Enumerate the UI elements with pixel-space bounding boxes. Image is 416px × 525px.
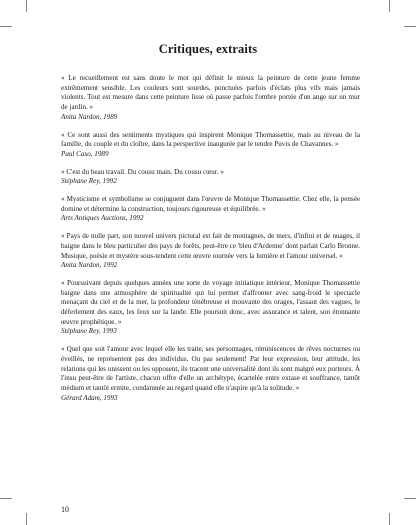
quote-entry [61,74,360,123]
page-title: Critiques, extraits [158,42,258,56]
quote-attribution: Stéphane Rey, 1993 [61,327,117,336]
quote-text: « Ce sont aussi des sentiments mystiques qui inspirent Monique Thomassettie, mais au niveau de la famille, du couple et du cloître, dans la perspective inaugurée par le tendre Puvis de Chavannes. » [61,130,360,149]
crop-mark [389,0,390,12]
quotes-list [61,74,360,411]
crop-mark [404,26,416,27]
quote-text: « Pays de nulle part, son nouvel univers pictural est fait de montagnes, de mers, d'infini et de nuages, il baigne dans le bleu particulier des pays de forêts, peut-être ce 'bleu d'Ardenne' dont parlait Carlo Bronne. Musique, poésie et mystère sous-tendent cette œuvre tournée vers la lumière et l'amour universel. » [61,232,360,260]
quote-text: « Poursuivant depuis quelques années une sorte de voyage initiatique intérieur, Monique Thomassettie baigne dans une atmosphère de spiritualité qui lui permet d'affronter avec sang-froid le spectacle menaçant du ciel et de la mer, la profondeur ténébreuse et mouvante des orages, l'assaut des vagues, le déferlement des eaux, les feux sur la lande. Elle poursuit donc, avec assurance et talent, son étonnante œuvre prophétique. » [61,278,360,326]
quote-text: « Quel que soit l'amour avec lequel elle les traite, ses personnages, réminiscences de rêves nocturnes ou éveillés, ne représentent pas des individus. Ou pas seulement! Par leur expression, leur attitude, les relations qui les unissent ou les opposent, ils tracent une universalité dont ils sont malgré eux porteurs. À l'insu peut-être de l'artiste, chacun offre d'elle un archétype, écartelée entre extase et souffrance, tantôt médium et tantôt ermite, condamnée au regard quand elle n'aspire qu'à la solitude. » [61,345,360,392]
quote-text: « C'est du beau travail. Du cousu main. Du cousu cœur. » [61,167,224,176]
quote-entry [61,345,360,403]
crop-mark [26,0,27,12]
quote-attribution: Arts Antiques Auctions, 1992 [61,214,144,223]
quote-attribution: Anita Nardon, 1992 [61,261,118,270]
crop-mark [0,498,12,499]
quote-attribution: Paul Caso, 1989 [61,149,109,158]
quote-attribution: Gérard Adam, 1993 [61,393,118,402]
quote-attribution: Stéphane Rey, 1992 [61,177,117,186]
quote-text: « Le recueillement est sans doute le mot qui définit le mieux la peinture de cette jeune femme extrêmement sensible. Les couleurs sont sourdes, ponctuées parfois d'éclats plus vifs mais jamais violents. Tout est mesure dans cette peinture lisse où passe parfois l'ombre portée d'un ange sur un mur de jardin. » [61,74,360,112]
crop-mark [404,498,416,499]
quote-entry [61,232,360,271]
quote-attribution: Anita Nardon, 1989 [61,112,118,121]
quote-entry [61,195,360,224]
quote-entry [61,131,360,160]
quote-entry [61,168,360,187]
page-number: 10 [61,505,69,514]
crop-mark [389,513,390,525]
crop-mark [26,513,27,525]
quote-text: « Mysticisme et symbolisme se conjuguent dans l'œuvre de Monique Thomassettie. Chez elle, la pensée domine et détermine la construction, toujours rigoureuse et équilibrée. » [61,195,360,213]
crop-mark [0,26,12,27]
quote-entry [61,279,360,337]
